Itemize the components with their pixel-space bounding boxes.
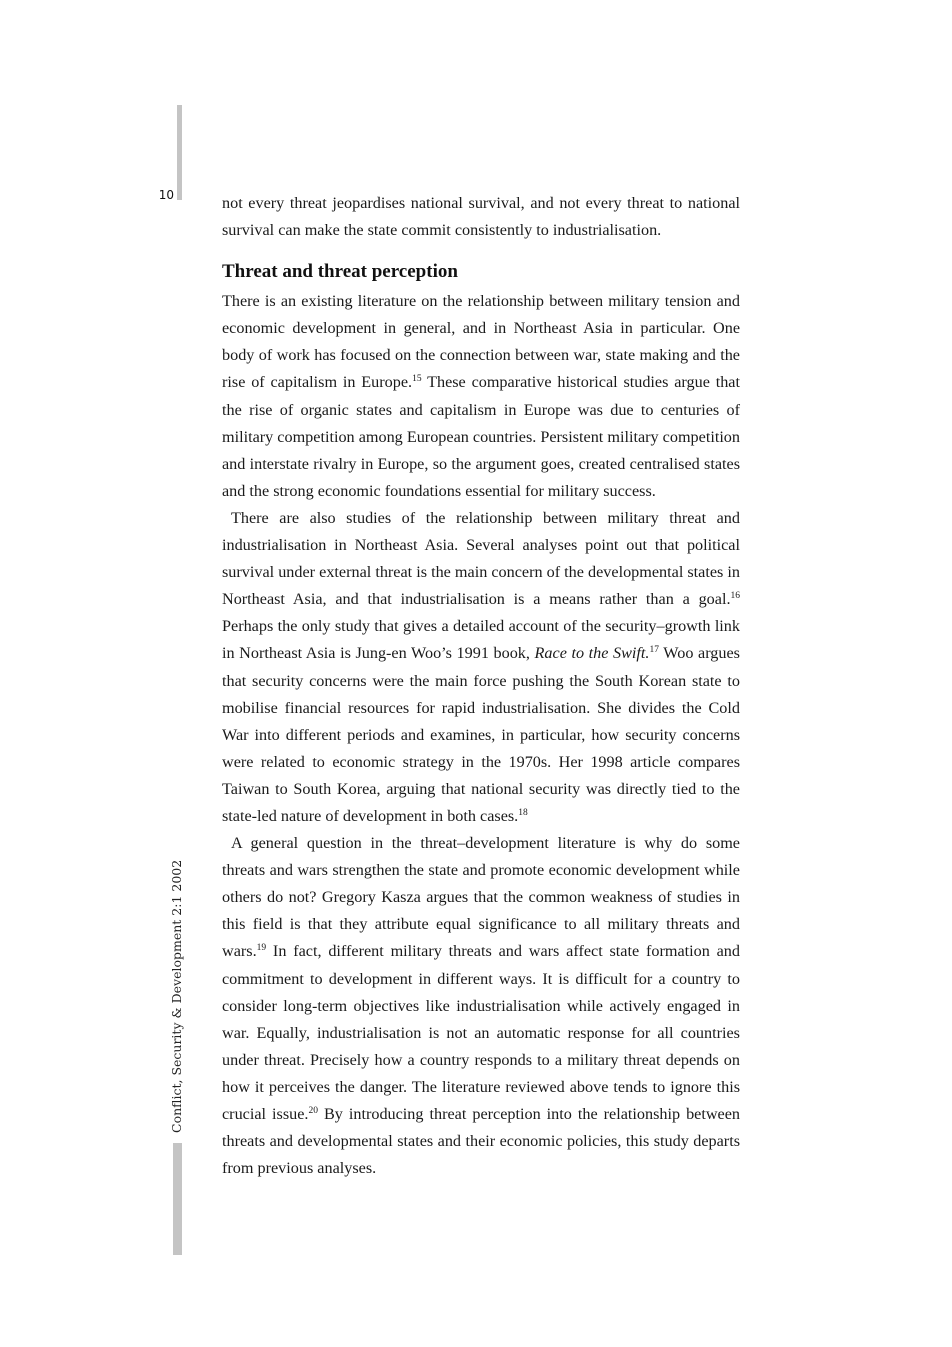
paragraph-text: Perhaps the only study that gives a detailed account of the security–growth link in Northeast Asia is Jung-en Woo’s 1991 book, [222, 617, 740, 663]
margin-bar-bottom [173, 1143, 182, 1255]
paragraph-text: In fact, different military threats and wars affect state formation and commitment to development in different ways. It is difficult for a country to consider long-term objectives like industrialisation while actively engaged in war. Equally, industrialisation is not an automatic response for all countries under threat. Precisely how a country responds to a military threat depends on how it perceives the danger. The literature reviewed above tends to ignore this crucial issue. [222, 942, 740, 1123]
paragraph-threat-development [222, 830, 740, 1182]
book-title: Race to the Swift. [534, 644, 650, 663]
footnote-ref-15[interactable]: 15 [412, 374, 422, 385]
paragraph-text: There is an existing literature on the relationship between military tension and economic development in general, and in Northeast Asia in particular. One body of work has focused on the connection between war, state making and the rise of capitalism in Europe. [222, 292, 740, 392]
paragraph-text: There are also studies of the relationship between military threat and industrialisation in Northeast Asia. Several analyses point out that political survival under external threat is the main concern of the developmental states in Northeast Asia, and that industrialisation is a means rather than a goal. [222, 508, 740, 609]
paragraph-text: A general question in the threat–development literature is why do some threats and wars strengthen the state and promote economic development while others do not? Gregory Kasza argues that the common weakness of studies in this field is that they attribute equal significance to all military threats and wars. [222, 834, 740, 961]
opening-paragraph: not every threat jeopardises national survival, and not every threat to national survival can make the state commit consistently to industrialisation. [222, 194, 740, 240]
paragraph-northeast-asia [222, 505, 740, 830]
paragraph-text: These comparative historical studies argue that the rise of organic states and capitalism in Europe was due to centuries of military competition among European countries. Persistent military competition and interstate rivalry in Europe, so the argument goes, created centralised states and the strong economic foundations essential for military success. [222, 373, 740, 500]
margin-bar-top [177, 105, 182, 200]
page-number: 10 [158, 188, 174, 202]
footnote-ref-17[interactable]: 17 [649, 645, 659, 656]
paragraph-text: By introducing threat perception into the relationship between threats and developmental states and their economic policies, this study departs from previous analyses. [222, 1105, 740, 1178]
running-head: Conflict, Security & Development 2:1 2002 [169, 859, 184, 1133]
paragraph-literature [222, 288, 740, 505]
paragraph-text: Woo argues that security concerns were the main force pushing the South Korean state to mobilise financial resources for rapid industrialisation. She divides the Cold War into different periods and examines, in particular, how security concerns were related to economic strategy in the 1970s. Her 1998 article compares Taiwan to South Korea, arguing that national security was directly tied to the state-led nature of development in both cases. [222, 644, 740, 825]
footnote-ref-16[interactable]: 16 [730, 591, 740, 602]
text-column [222, 190, 740, 1182]
footnote-ref-19[interactable]: 19 [256, 943, 267, 954]
footnote-ref-20[interactable]: 20 [308, 1106, 318, 1116]
section-heading: Threat and threat perception [222, 261, 458, 283]
footnote-ref-18[interactable]: 18 [518, 807, 528, 818]
